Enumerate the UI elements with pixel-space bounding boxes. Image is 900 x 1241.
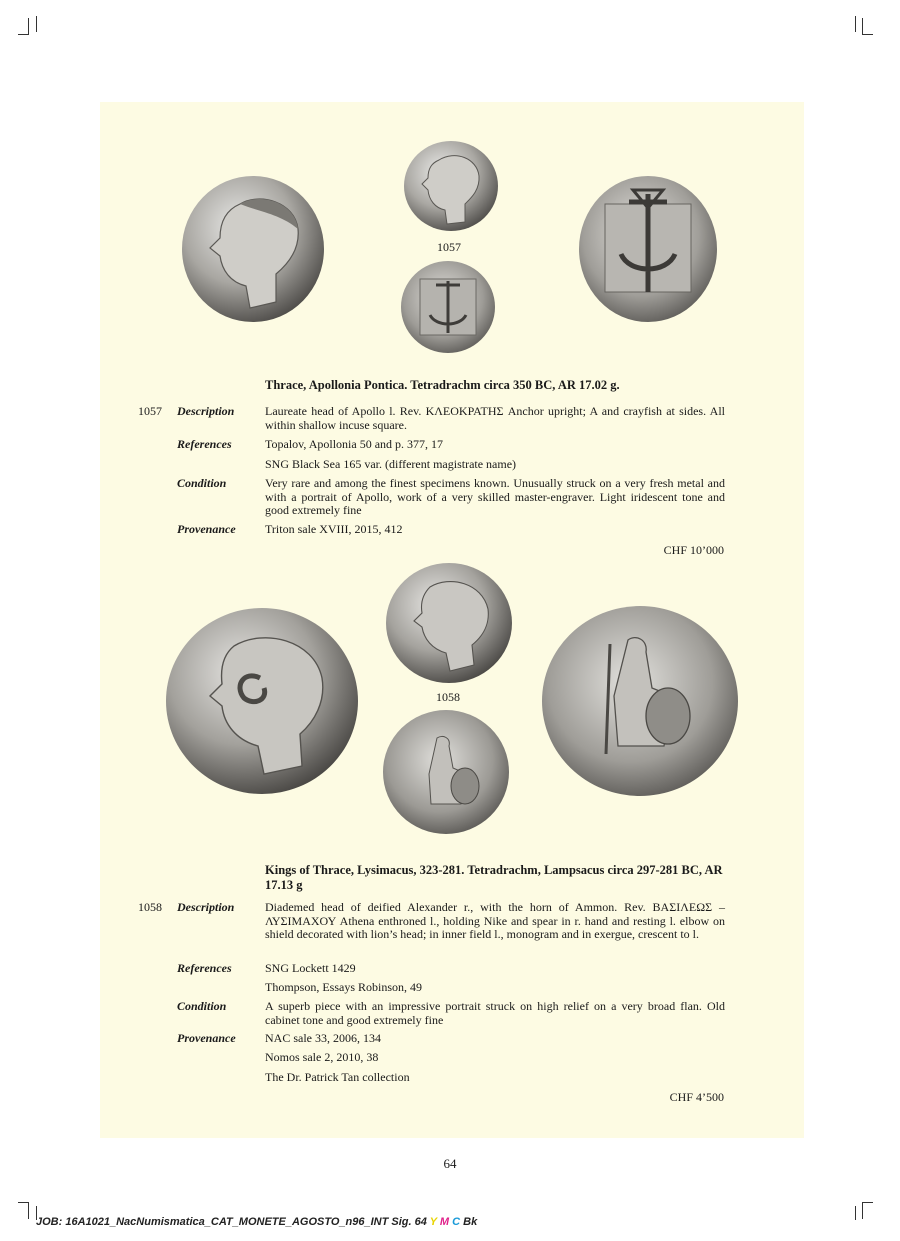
provenance-text: Triton sale XVIII, 2015, 412 xyxy=(265,522,403,536)
crop-mark xyxy=(36,16,38,32)
coin-1057-reverse-small xyxy=(400,259,496,355)
field-label: Provenance xyxy=(177,522,236,536)
crop-mark xyxy=(855,16,857,32)
field-label: Description xyxy=(177,404,235,418)
crop-mark xyxy=(18,1202,29,1219)
description-text: Diademed head of deified Alexander r., with the horn of Ammon. Rev. ΒΑΣΙΛΕΩΣ – ΛΥΣΙΜΑΧΟΥ Athena enthroned l., holding Nike and spear in r. hand and resting l. elbow on shield decorated with lion’s head; in inner field l., monogram and in exergue, crescent to l. xyxy=(265,900,725,941)
coin-1057-obverse-small xyxy=(403,138,499,234)
coin-1058-reverse-small xyxy=(381,708,511,836)
color-mark-bk: Bk xyxy=(463,1216,478,1228)
crop-mark xyxy=(18,18,29,35)
provenance-text: NAC sale 33, 2006, 134 xyxy=(265,1031,381,1045)
job-slug xyxy=(36,1216,477,1228)
lot-title: Kings of Thrace, Lysimacus, 323-281. Tetradrachm, Lampsacus circa 297-281 BC, AR 17.13 g xyxy=(265,863,723,892)
field-label: References xyxy=(177,437,232,451)
reference-text: SNG Black Sea 165 var. (different magistrate name) xyxy=(265,457,517,471)
coin-1058-reverse-large xyxy=(540,604,740,798)
reference-text: SNG Lockett 1429 xyxy=(265,961,356,975)
crop-mark xyxy=(855,1206,857,1220)
lot-number-label: 1058 xyxy=(436,690,460,704)
coin-1058-obverse-small xyxy=(384,561,514,685)
job-text: JOB: 16A1021_NacNumismatica_CAT_MONETE_AGOSTO_n96_INT Sig. 64 xyxy=(36,1216,427,1228)
lot-number: 1058 xyxy=(138,900,162,914)
coin-1058-obverse-large xyxy=(164,606,360,796)
reference-text: Thompson, Essays Robinson, 49 xyxy=(265,980,423,994)
description-text: Laureate head of Apollo l. Rev. ΚΛΕΟΚΡΑΤΗΣ Anchor upright; A and crayfish at sides. All within shallow incuse square. xyxy=(265,404,725,432)
lot-number: 1057 xyxy=(138,404,162,418)
lot-title: Thrace, Apollonia Pontica. Tetradrachm circa 350 BC, AR 17.02 g. xyxy=(265,378,620,392)
crop-mark xyxy=(862,1202,873,1219)
crop-mark xyxy=(862,18,873,35)
lot-number-label: 1057 xyxy=(437,240,461,254)
coin-1057-reverse-large xyxy=(577,174,719,324)
field-label: Provenance xyxy=(177,1031,236,1045)
color-mark-m: M xyxy=(439,1216,450,1228)
price: CHF 10’000 xyxy=(663,543,724,557)
coin-1057-obverse-large xyxy=(180,174,326,324)
color-mark-c: C xyxy=(452,1216,461,1228)
color-mark-y: Y xyxy=(429,1216,437,1228)
field-label: Condition xyxy=(177,999,227,1013)
condition-text: Very rare and among the finest specimens known. Unusually struck on a very fresh metal and with a portrait of Apollo, work of a very skilled master-engraver. Light iridescent tone and good extremely fine xyxy=(265,476,725,517)
reference-text: Topalov, Apollonia 50 and p. 377, 17 xyxy=(265,437,444,451)
provenance-text: The Dr. Patrick Tan collection xyxy=(265,1070,410,1084)
field-label: References xyxy=(177,961,232,975)
field-label: Description xyxy=(177,900,235,914)
price: CHF 4’500 xyxy=(669,1090,724,1104)
condition-text: A superb piece with an impressive portrait struck on high relief on a very broad flan. Old cabinet tone and good extremely fine xyxy=(265,999,725,1027)
page-number: 64 xyxy=(443,1156,457,1171)
field-label: Condition xyxy=(177,476,227,490)
provenance-text: Nomos sale 2, 2010, 38 xyxy=(265,1050,379,1064)
